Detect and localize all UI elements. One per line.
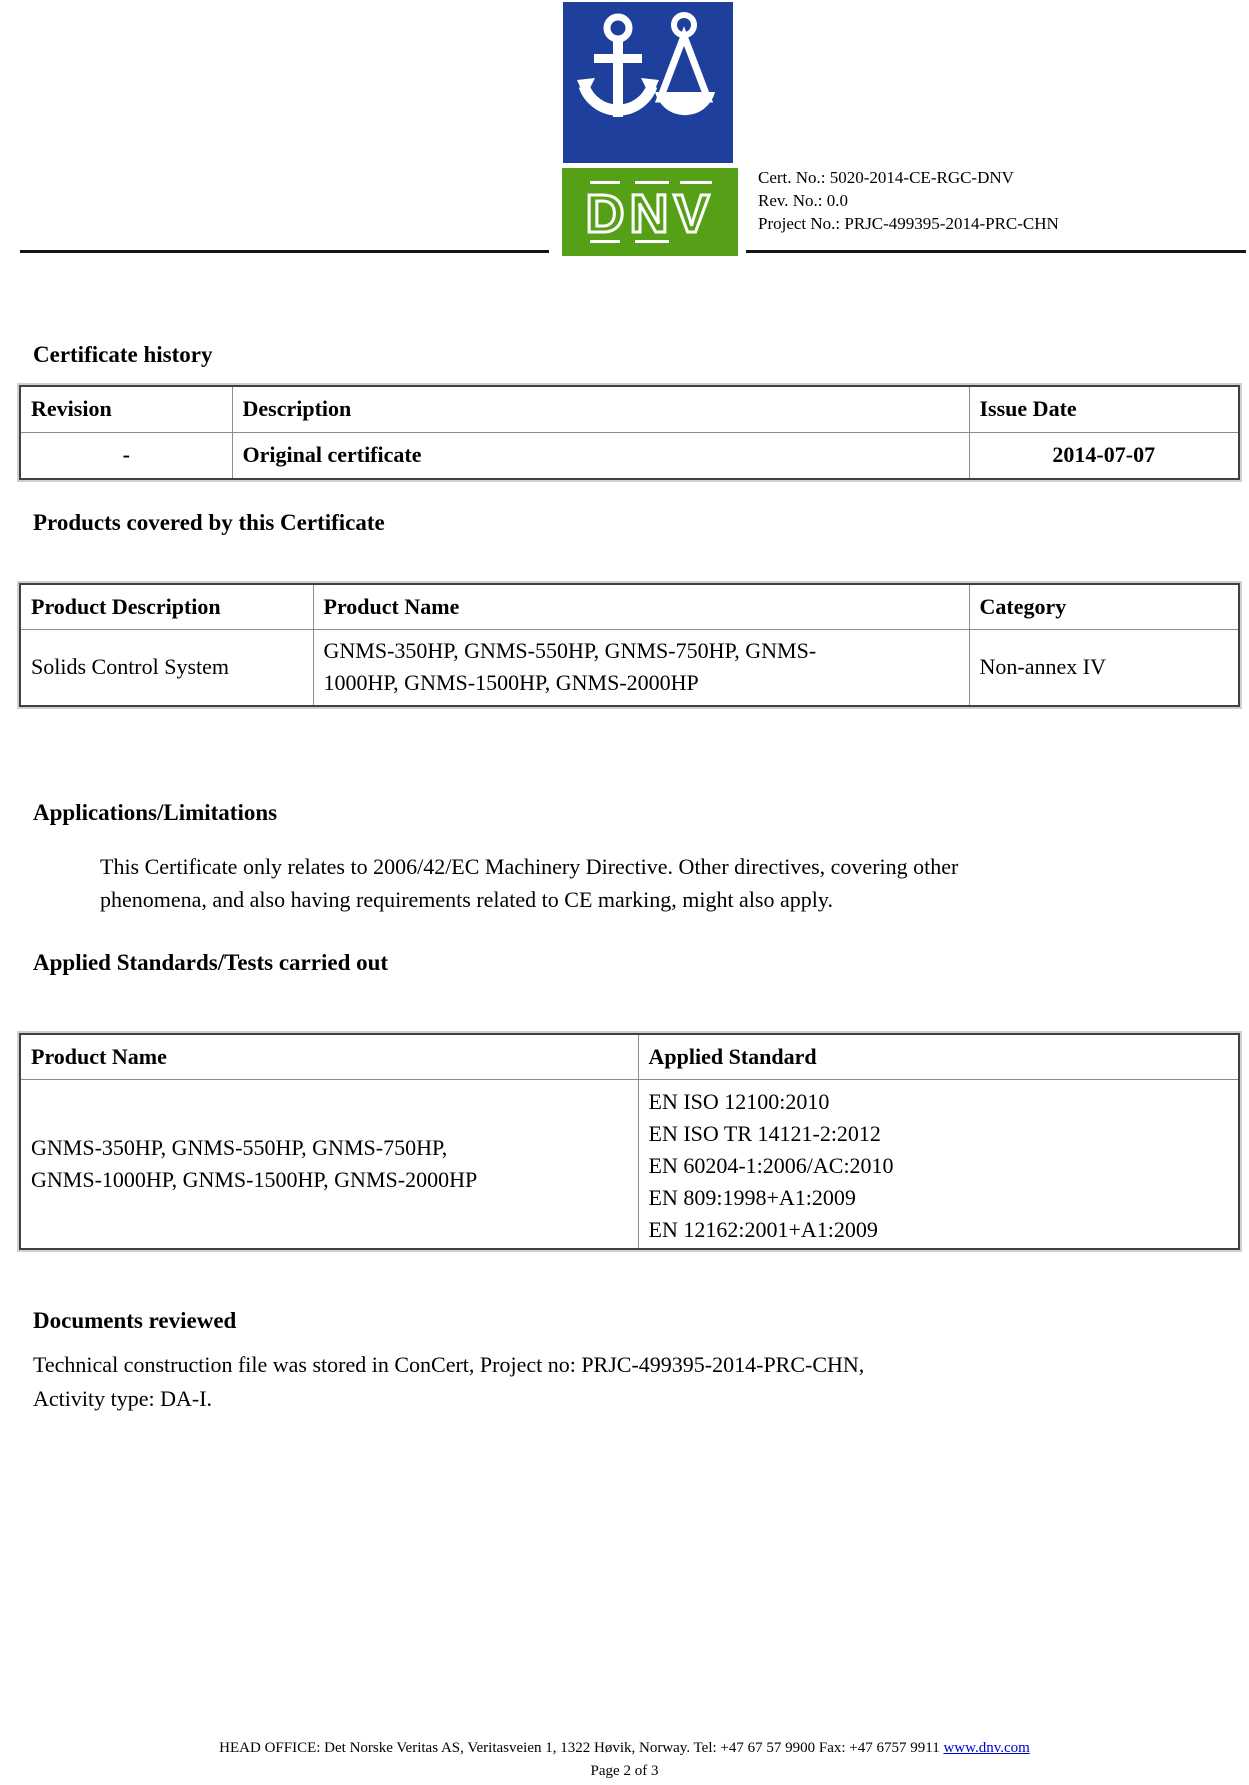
column-header-revision: Revision — [20, 386, 232, 432]
dnv-logo-wordmark-box — [562, 168, 738, 256]
anchor-and-scales-icon — [563, 2, 733, 163]
section-title-applied-standards: Applied Standards/Tests carried out — [33, 950, 389, 975]
column-header-product-description: Product Description — [20, 584, 313, 629]
standards-cell-standard-list: EN ISO 12100:2010 EN ISO TR 14121-2:2012 EN 60204-1:2006/AC:2010 EN 809:1998+A1:2009 EN 12162:2001+A1:2009 — [638, 1079, 1239, 1249]
header-rule-left — [20, 250, 549, 253]
products-cell-name: GNMS-350HP, GNMS-550HP, GNMS-750HP, GNMS- 1000HP, GNMS-1500HP, GNMS-2000HP — [313, 629, 969, 706]
header-rule-right — [746, 250, 1246, 253]
dnv-logo-emblem-box — [563, 2, 733, 163]
column-header-product-name: Product Name — [20, 1034, 638, 1079]
history-cell-revision: - — [20, 432, 232, 479]
section-title-applications-limitations: Applications/Limitations — [33, 800, 278, 825]
section-title-products-covered: Products covered by this Certificate — [33, 510, 385, 535]
cert-no-line: Cert. No.: 5020-2014-CE-RGC-DNV — [758, 168, 1014, 187]
documents-paragraph: Technical construction file was stored in ConCert, Project no: PRJC-499395-2014-PRC-CHN, Activity type: DA-I. — [33, 1352, 865, 1411]
footer-office-text: HEAD OFFICE: Det Norske Veritas AS, Veritasveien 1, 1322 Høvik, Norway. Tel: +47 67 57 9900 Fax: +47 6757 9911 — [219, 1740, 944, 1756]
certificate-history-table — [19, 385, 1240, 480]
applications-paragraph: This Certificate only relates to 2006/42/EC Machinery Directive. Other directives, covering other phenomena, and also having requirements related to CE marking, might also apply. — [100, 854, 959, 912]
products-covered-table — [19, 583, 1240, 707]
column-header-description: Description — [232, 386, 969, 432]
project-no-line: Project No.: PRJC-499395-2014-PRC-CHN — [758, 214, 1059, 233]
dnv-website-link[interactable]: www.dnv.com — [943, 1740, 1030, 1756]
section-title-documents-reviewed: Documents reviewed — [33, 1308, 237, 1333]
column-header-product-name: Product Name — [313, 584, 969, 629]
applied-standards-table — [19, 1033, 1240, 1250]
products-cell-category: Non-annex IV — [969, 629, 1239, 706]
column-header-issue-date: Issue Date — [969, 386, 1239, 432]
section-title-certificate-history: Certificate history — [33, 342, 213, 367]
standards-cell-product-name: GNMS-350HP, GNMS-550HP, GNMS-750HP, GNMS-1000HP, GNMS-1500HP, GNMS-2000HP — [20, 1079, 638, 1249]
header-meta-block — [758, 166, 1178, 235]
dnv-wordmark — [562, 168, 738, 256]
column-header-applied-standard: Applied Standard — [638, 1034, 1239, 1079]
history-cell-issue-date: 2014-07-07 — [969, 432, 1239, 479]
products-cell-description: Solids Control System — [20, 629, 313, 706]
rev-no-line: Rev. No.: 0.0 — [758, 191, 849, 210]
footer-page-number: Page 2 of 3 — [590, 1763, 659, 1779]
svg-text:DNV: DNV — [585, 184, 715, 244]
history-cell-description: Original certificate — [232, 432, 969, 479]
column-header-category: Category — [969, 584, 1239, 629]
footer-office-line — [0, 1738, 1249, 1758]
